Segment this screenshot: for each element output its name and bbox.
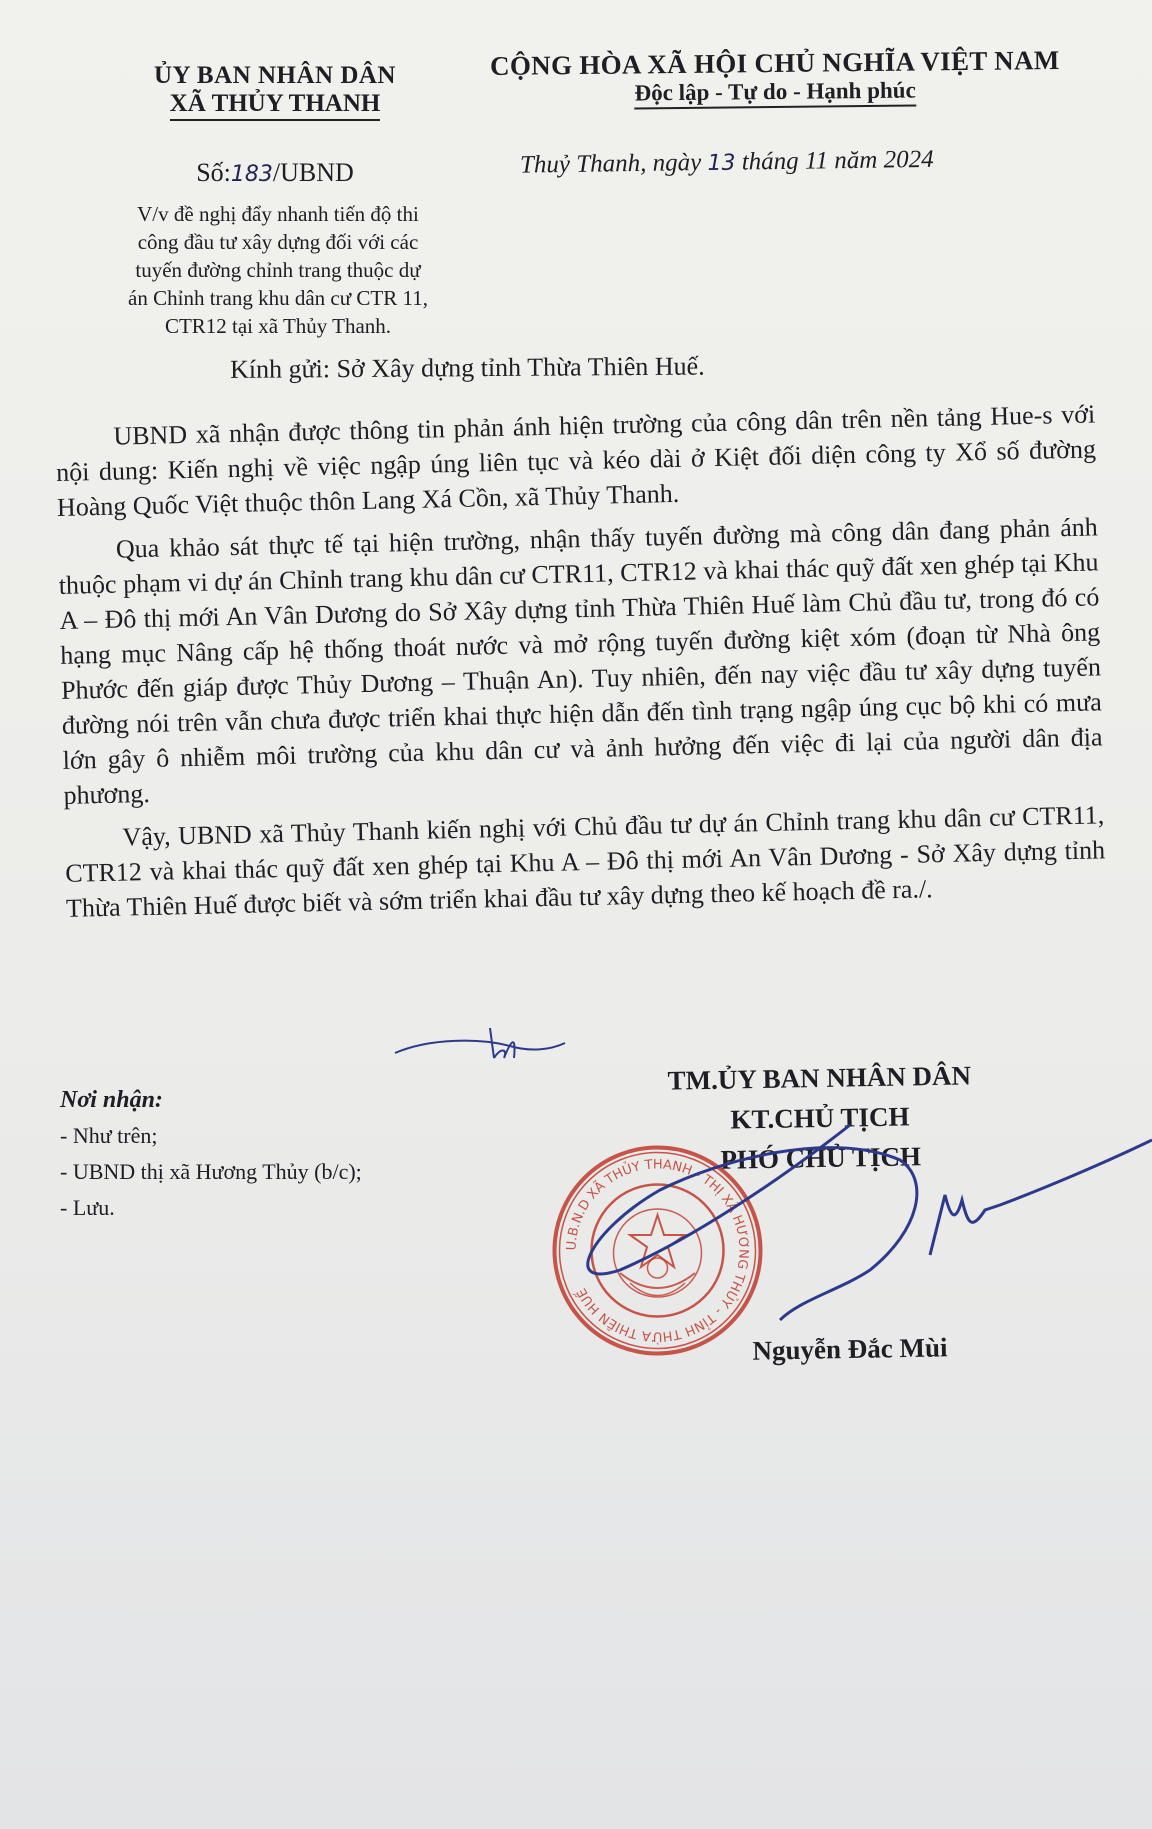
document-number bbox=[90, 158, 460, 188]
signature-line-1: TM.ỦY BAN NHÂN DÂN bbox=[667, 1060, 972, 1096]
distribution-item: - UBND thị xã Hương Thủy (b/c); bbox=[60, 1159, 362, 1184]
body-paragraph: UBND xã nhận được thông tin phản ánh hiện trường của công dân trên nền tảng Hue-s với nội dung: Kiến nghị về việc ngập úng liên tục và kéo dài ở Kiệt đối diện công ty Xổ số đường Hoàng Quốc Việt thuộc thôn Lang Xá Cồn, xã Thủy Thanh. bbox=[55, 399, 1097, 522]
distribution-list bbox=[60, 1082, 480, 1226]
letter-body bbox=[55, 396, 1106, 933]
recipient-line: Kính gửi: Sở Xây dựng tỉnh Thừa Thiên Huế. bbox=[229, 351, 705, 384]
stamp-ring-text: U.B.N.D XÃ THỦY THANH - THỊ XÃ HƯƠNG THỦY - TỈNH THỪA THIÊN HUẾ bbox=[564, 1157, 751, 1344]
authority-line-1: ỦY BAN NHÂN DÂN bbox=[154, 62, 396, 89]
subject-line: án Chỉnh trang khu dân cư CTR 11, bbox=[128, 286, 428, 310]
subject-line: công đầu tư xây dựng đối với các bbox=[137, 230, 419, 254]
authority-line-2: XÃ THỦY THANH bbox=[170, 90, 381, 121]
date-line bbox=[520, 144, 1040, 179]
subject-line: tuyến đường chỉnh trang thuộc dự bbox=[135, 258, 421, 282]
subject-line: V/v đề nghị đẩy nhanh tiến độ thi bbox=[137, 202, 419, 226]
issuing-authority bbox=[90, 62, 460, 121]
subject-summary bbox=[88, 200, 468, 340]
distribution-item: - Như trên; bbox=[60, 1123, 158, 1148]
date-part-1: Thuỷ Thanh, ngày bbox=[519, 149, 702, 179]
signature-line-3: PHÓ CHỦ TỊCH bbox=[720, 1141, 922, 1175]
body-paragraph: Vậy, UBND xã Thủy Thanh kiến nghị với Chủ đầu tư dự án Chỉnh trang khu dân cư CTR11, CTR12 và khai thác quỹ đất xen ghép tại Khu A – Đô thị mới An Vân Dương - Sở Xây dựng tỉnh Thừa Thiên Huế được biết và sớm triển khai đầu tư xây dựng theo kế hoạch đề ra./. bbox=[64, 800, 1106, 923]
signer-name: Nguyễn Đắc Mùi bbox=[752, 1332, 948, 1366]
doc-number-handwritten: 183 bbox=[230, 162, 273, 187]
date-part-2: tháng 11 năm 2024 bbox=[741, 145, 934, 176]
body-paragraph: Qua khảo sát thực tế tại hiện trường, nhận thấy tuyến đường mà công dân đang phản ánh thuộc phạm vi dự án Chỉnh trang khu dân cư CTR11, CTR12 và khai thác quỹ đất xen ghép tại Khu A – Đô thị mới An Vân Dương do Sở Xây dựng tỉnh Thừa Thiên Huế làm Chủ đầu tư, trong đó có hạng mục Nâng cấp hệ thống thoát nước và mở rộng tuyến đường kiệt xóm (đoạn từ Nhà ông Phước đến giáp được Thủy Dương – Thuận An). Tuy nhiên, đến nay việc đầu tư xây dựng tuyến đường nói trên vẫn chưa được triển khai thực hiện dẫn đến tình trạng ngập úng cục bộ khi có mưa lớn gây ô nhiễm môi trường của khu dân cư và ảnh hưởng đến việc đi lại của người dân địa phương. bbox=[58, 512, 1103, 810]
national-motto: Độc lập - Tự do - Hạnh phúc bbox=[634, 78, 915, 110]
signature-line-2: KT.CHỦ TỊCH bbox=[730, 1101, 910, 1135]
date-day-handwritten: 13 bbox=[707, 150, 736, 177]
national-header bbox=[475, 45, 1076, 111]
doc-number-prefix: Số: bbox=[196, 158, 231, 187]
nation-name: CỘNG HÒA XÃ HỘI CHỦ NGHĨA VIỆT NAM bbox=[489, 45, 1060, 81]
distribution-title: Nơi nhận: bbox=[60, 1087, 163, 1113]
official-seal-stamp bbox=[550, 1143, 765, 1358]
distribution-item: - Lưu. bbox=[60, 1195, 115, 1220]
doc-number-suffix: /UBND bbox=[272, 158, 354, 187]
initial-signature-mark bbox=[390, 1008, 570, 1078]
subject-line: CTR12 tại xã Thủy Thanh. bbox=[164, 314, 392, 338]
